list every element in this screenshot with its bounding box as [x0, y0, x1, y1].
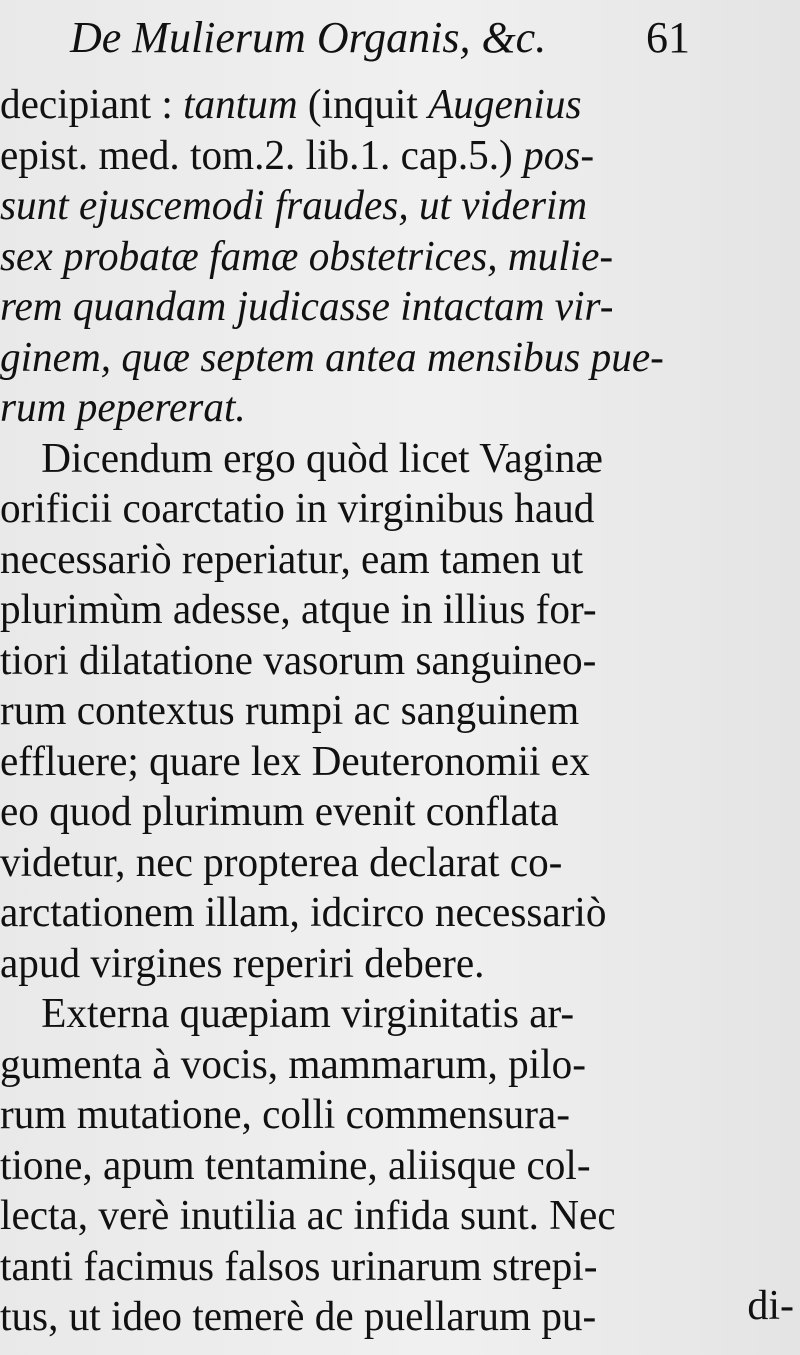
- catchword: di-: [747, 1283, 794, 1329]
- text-segment: ginem, quæ septem antea mensibus pue-: [0, 334, 664, 381]
- text-line: [0, 230, 785, 285]
- text-line: [0, 583, 785, 638]
- text-segment: eo quod plurimum evenit conflata: [0, 789, 559, 835]
- text-line: [0, 987, 785, 1042]
- text-segment: videtur, nec propterea declarat co-: [0, 839, 563, 886]
- text-line: [0, 1088, 785, 1143]
- text-line: [0, 280, 785, 335]
- text-line: [0, 482, 785, 537]
- text-segment: pos-: [523, 132, 595, 179]
- text-segment: apud virgines reperiri debere.: [0, 940, 485, 987]
- text-line: [0, 129, 785, 184]
- text-line: [0, 533, 785, 588]
- text-segment: rem quandam judicasse intactam vir-: [0, 284, 614, 330]
- text-segment: arctationem illam, idcirco necessariò: [0, 890, 607, 936]
- text-segment: epist. med. tom.2. lib.1. cap.5.): [0, 132, 524, 179]
- header-title: De Mulierum Organis, &c.: [70, 13, 547, 62]
- text-line: [0, 381, 785, 436]
- running-header: [70, 12, 690, 72]
- text-line: [0, 836, 785, 891]
- text-segment: tanti facimus falsos urinarum strepi-: [0, 1243, 598, 1290]
- text-line: [0, 1038, 785, 1093]
- text-segment: sunt ejuscemodi fraudes, ut viderim: [0, 183, 588, 229]
- text-line: [0, 1189, 785, 1244]
- text-line: [0, 937, 785, 992]
- text-segment: effluere; quare lex Deuteronomii ex: [0, 738, 590, 785]
- page-number: 61: [646, 13, 690, 62]
- text-line: [0, 886, 785, 941]
- text-segment: decipiant :: [0, 82, 184, 128]
- text-segment: Externa quæpiam virginitatis ar-: [0, 991, 575, 1037]
- text-segment: Dicendum ergo quòd licet Vaginæ: [0, 435, 603, 482]
- text-segment: rum contextus rumpi ac sanguinem: [0, 688, 580, 734]
- text-segment: sex probatæ famæ obstetrices, mulie-: [0, 233, 614, 280]
- text-line: [0, 331, 785, 386]
- text-segment: plurimùm adesse, atque in illius for-: [0, 587, 597, 633]
- text-segment: necessariò reperiatur, eam tamen ut: [0, 536, 584, 583]
- text-line: [0, 1139, 785, 1194]
- text-line: [0, 735, 785, 790]
- text-segment: tiori dilatatione vasorum sanguineo-: [0, 637, 597, 684]
- text-segment: tantum: [183, 82, 298, 128]
- text-line: [0, 1290, 785, 1345]
- text-line: [0, 179, 785, 234]
- text-segment: tione, apum tentamine, aliisque col-: [0, 1142, 591, 1189]
- text-segment: Augenius: [428, 82, 582, 128]
- text-segment: orificii coarctatio in virginibus haud: [0, 486, 595, 532]
- text-line: [0, 785, 785, 840]
- text-line: [0, 78, 785, 133]
- text-segment: tus, ut ideo temerè de puellarum pu-: [0, 1294, 597, 1340]
- text-segment: rum mutatione, colli commensura-: [0, 1092, 570, 1138]
- text-segment: rum pepererat.: [0, 385, 246, 431]
- text-line: [0, 1240, 785, 1295]
- text-line: [0, 684, 785, 739]
- text-line: [0, 432, 785, 487]
- text-segment: lecta, verè inutilia ac infida sunt. Nec: [0, 1193, 616, 1239]
- text-line: [0, 634, 785, 689]
- text-segment: gumenta à vocis, mammarum, pilo-: [0, 1041, 586, 1088]
- text-segment: (inquit: [297, 82, 429, 128]
